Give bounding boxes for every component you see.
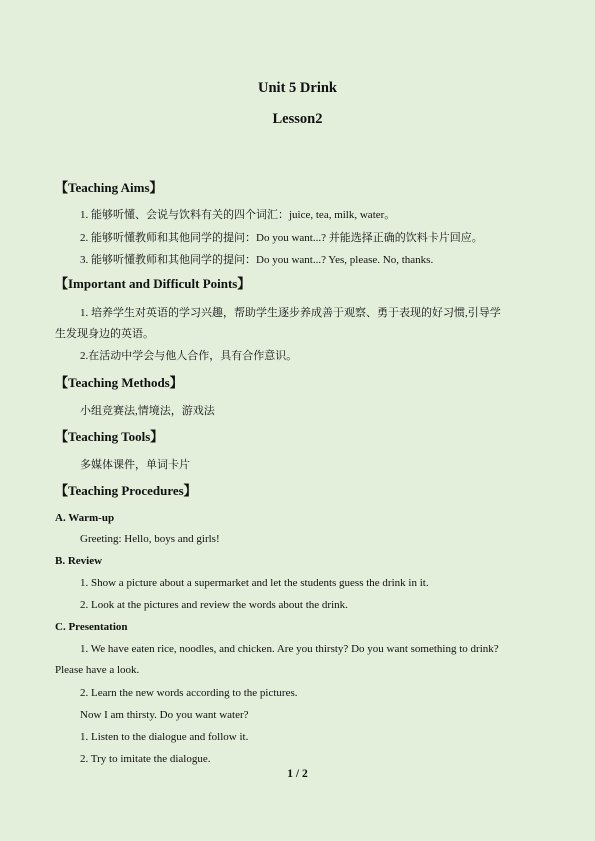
page-number: 1 / 2 [287, 768, 308, 780]
presentation-line-1-continued: Please have a look. [55, 664, 140, 676]
presentation-line-2: 2. Learn the new words according to the pictures. [80, 687, 298, 699]
aim-item-2: 2. 能够听懂教师和其他同学的提问：Do you want...? 并能选择正确的饮料卡片回应。 [80, 232, 483, 244]
key-points-heading: 【Important and Difficult Points】 [55, 276, 251, 291]
teaching-tools-text: 多媒体课件，单词卡片 [80, 459, 190, 471]
presentation-label: C. Presentation [55, 621, 128, 633]
presentation-line-3: Now I am thirsty. Do you want water? [80, 709, 249, 721]
key-point-1: 1. 培养学生对英语的学习兴趣，帮助学生逐步养成善于观察、勇于表现的好习惯,引导学 [80, 307, 501, 319]
aim-item-3: 3. 能够听懂教师和其他同学的提问：Do you want...? Yes, please. No, thanks. [80, 254, 434, 266]
warmup-label: A. Warm-up [55, 512, 115, 524]
warmup-text: Greeting: Hello, boys and girls! [80, 533, 220, 545]
presentation-line-4: 1. Listen to the dialogue and follow it. [80, 731, 249, 743]
teaching-tools-heading: 【Teaching Tools】 [55, 429, 164, 444]
teaching-aims-heading: 【Teaching Aims】 [55, 180, 163, 195]
review-item-2: 2. Look at the pictures and review the words about the drink. [80, 599, 348, 611]
presentation-line-5: 2. Try to imitate the dialogue. [80, 753, 211, 765]
review-item-1: 1. Show a picture about a supermarket and let the students guess the drink in it. [80, 577, 429, 589]
review-label: B. Review [55, 555, 103, 567]
lesson-subtitle: Lesson2 [272, 111, 323, 127]
aim-item-1: 1. 能够听懂、会说与饮料有关的四个词汇：juice, tea, milk, water。 [80, 209, 396, 221]
presentation-line-1: 1. We have eaten rice, noodles, and chicken. Are you thirsty? Do you want something to drink? [80, 643, 499, 655]
teaching-methods-heading: 【Teaching Methods】 [55, 375, 183, 390]
key-point-1-continued: 生发现身边的英语。 [55, 328, 154, 340]
teaching-procedures-heading: 【Teaching Procedures】 [55, 483, 197, 498]
teaching-methods-text: 小组竞赛法,情境法，游戏法 [80, 405, 215, 417]
document-title: Unit 5 Drink [258, 80, 337, 96]
key-point-2: 2.在活动中学会与他人合作，具有合作意识。 [80, 350, 298, 362]
